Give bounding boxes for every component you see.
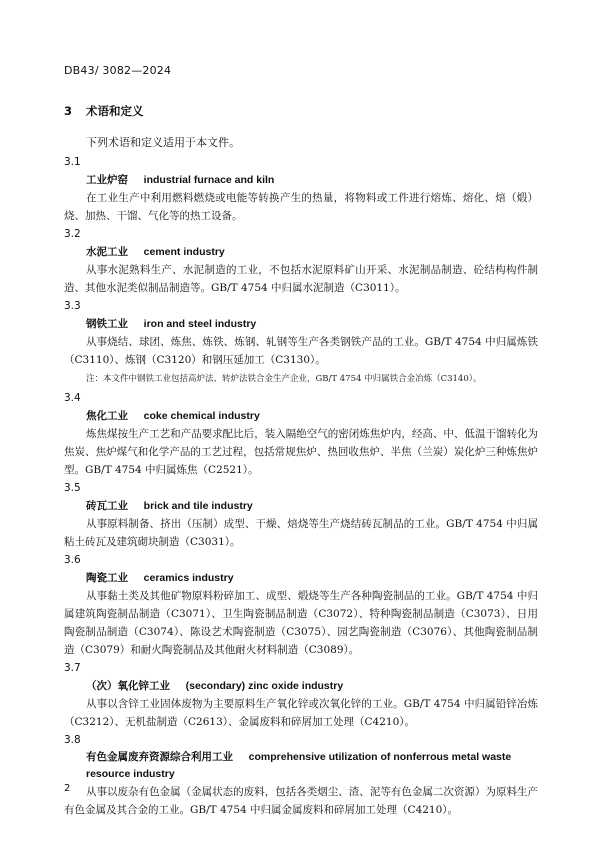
term-name [64,677,538,695]
term-name-en: brick and tile industry [143,500,253,512]
section-number: 3 [64,104,73,118]
term-definition: 从事以含锌工业固体废物为主要原料生产氧化锌或次氧化锌的工业。GB/T 4754 中归属铅锌冶炼（C3212）、无机盐制造（C2613）、金属废料和碎屑加工处理（C4210）。 [64,698,538,728]
term-number: 3.3 [64,300,81,312]
term-name [64,497,538,515]
term-name-en: comprehensive utilization of nonferrous metal waste resource industry [86,751,512,780]
term-definition: 从事黏土类及其他矿物原料粉碎加工、成型、煅烧等生产各种陶瓷制品的工业。GB/T 4754 中归属建筑陶瓷制品制造（C3071）、卫生陶瓷制品制造（C3072）、特种陶瓷制品制造（C3073）、日用陶瓷制品制造（C3074）、陈设艺术陶瓷制造（C3075）、园艺陶瓷制造（C3076）、其他陶瓷制品制造（C3079）和耐火陶瓷制品及其他耐火材料制造（C3089）。 [64,590,538,656]
term-name-zh: （次）氧化锌工业 [86,680,170,692]
term-name-en: iron and steel industry [143,318,257,330]
term-number: 3.4 [64,392,81,404]
term-entry [64,479,538,551]
term-name-zh: 焦化工业 [86,410,128,422]
term-name [64,171,538,189]
term-definition: 从事水泥熟料生产、水泥制造的工业，不包括水泥原料矿山开采、水泥制品制造、砼结构构件制造、其他水泥类似制品制造等。GB/T 4754 中归属水泥制造（C3011）。 [64,264,538,294]
section-heading [64,103,144,119]
intro-text: 下列术语和定义适用于本文件。 [86,136,240,149]
term-name [64,315,538,333]
term-entry [64,551,538,659]
term-name-zh: 陶瓷工业 [86,572,128,584]
terms-list [64,153,538,819]
term-definition: 炼焦煤按生产工艺和产品要求配比后，装入隔绝空气的密闭炼焦炉内，经高、中、低温干馏转化为焦炭、焦炉煤气和化学产品的工艺过程，包括常规焦炉、热回收焦炉、半焦（兰炭）炭化炉三种炼焦炉型。GB/T 4754 中归属炼焦（C2521）。 [64,428,538,476]
term-name [64,569,538,587]
term-entry [64,659,538,731]
term-note: 注：本文件中钢铁工业包括高炉法、转炉法铁合金生产企业，GB/T 4754 中归属铁合金冶炼（C3140）。 [86,374,482,384]
term-entry [64,153,538,225]
term-number: 3.2 [64,228,81,240]
term-name-en: ceramics industry [143,572,234,584]
term-name-zh: 钢铁工业 [86,318,128,330]
term-entry [64,731,538,819]
term-definition: 从事原料制备、挤出（压制）成型、干燥、焙烧等生产烧结砖瓦制品的工业。GB/T 4754 中归属粘土砖瓦及建筑砌块制造（C3031）。 [64,518,538,548]
term-name [64,749,538,783]
term-number: 3.1 [64,156,81,168]
term-name-en: (secondary) zinc oxide industry [185,680,344,692]
term-definition: 从事以废杂有色金属（金属状态的废料，包括各类烟尘、渣、泥等有色金属二次资源）为原料生产有色金属及其合金的工业。GB/T 4754 中归属金属废料和碎屑加工处理（C4210）。 [64,786,538,816]
document-id: DB43/ 3082—2024 [64,64,172,77]
term-name-en: industrial furnace and kiln [143,174,275,186]
term-number: 3.5 [64,482,81,494]
term-entry [64,297,538,387]
term-name [64,407,538,425]
term-number: 3.8 [64,734,81,746]
term-name-zh: 有色金属废弃资源综合利用工业 [86,751,233,763]
page-number: 2 [64,783,71,794]
term-definition: 从事烧结、球团、炼焦、炼铁、炼钢、轧钢等生产各类钢铁产品的工业。GB/T 4754 中归属炼铁（C3110）、炼钢（C3120）和钢压延加工（C3130）。 [64,336,538,366]
section-title: 术语和定义 [86,104,144,118]
term-name-zh: 砖瓦工业 [86,500,128,512]
term-definition: 在工业生产中利用燃料燃烧或电能等转换产生的热量，将物料或工件进行熔炼、熔化、焙（煅）烧、加热、干馏、气化等的热工设备。 [64,192,538,222]
term-name-en: cement industry [143,246,225,258]
term-name-zh: 工业炉窑 [86,174,128,186]
term-name [64,243,538,261]
term-name-zh: 水泥工业 [86,246,128,258]
term-entry [64,389,538,479]
term-number: 3.6 [64,554,81,566]
term-entry [64,225,538,297]
term-name-en: coke chemical industry [143,410,260,422]
term-number: 3.7 [64,662,81,674]
